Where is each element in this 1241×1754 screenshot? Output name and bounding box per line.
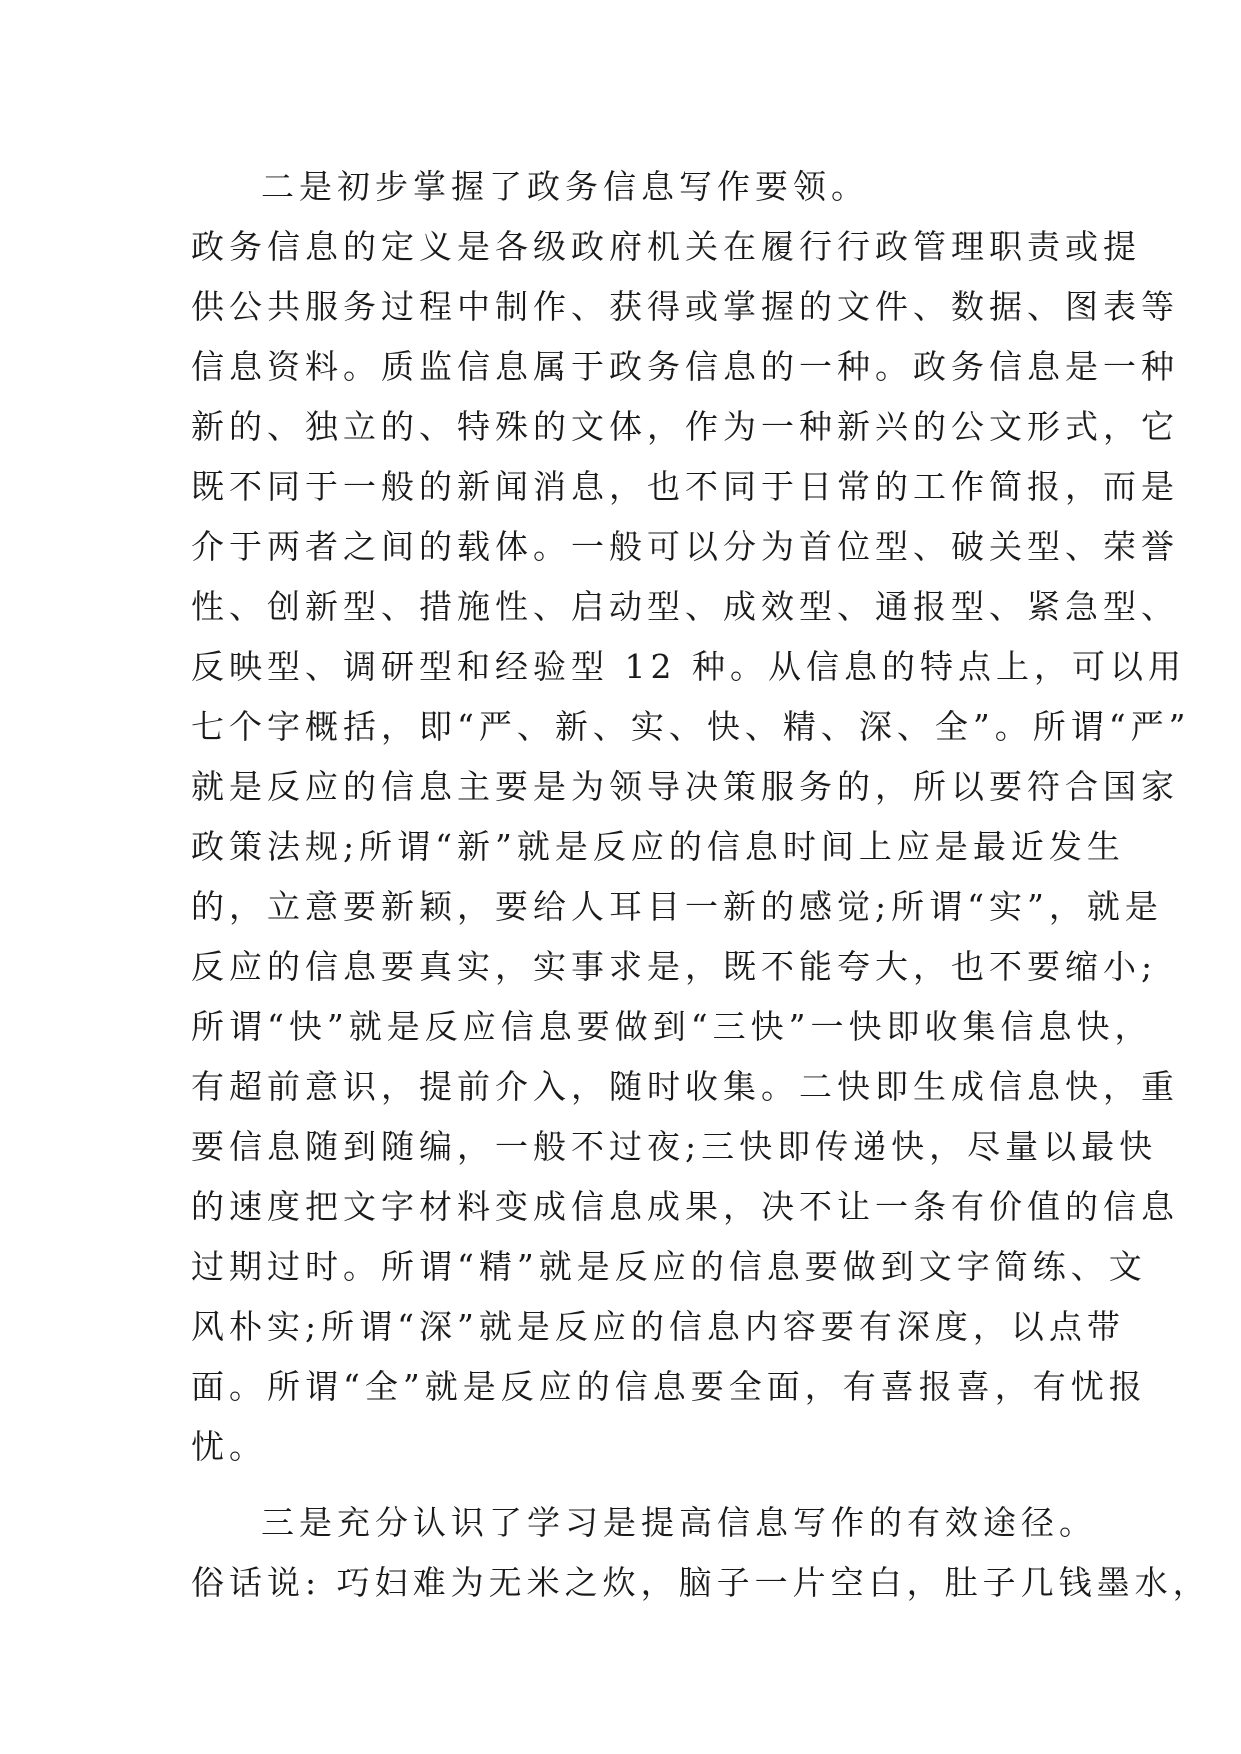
section-heading: 三是充分认识了学习是提高信息写作的有效途径。 [261,1503,1097,1542]
paragraph-line: 介于两者之间的载体。一般可以分为首位型、破关型、荣誉 [191,527,1179,566]
paragraph-line: 过期过时。所谓“精”就是反应的信息要做到文字简练、文 [191,1247,1147,1286]
paragraph-line: 性、创新型、措施性、启动型、成效型、通报型、紧急型、 [191,587,1179,626]
body-text [191,157,1211,1613]
paragraph-line: 新的、独立的、特殊的文体，作为一种新兴的公文形式，它 [191,407,1179,446]
section-heading: 二是初步掌握了政务信息写作要领。 [261,167,869,206]
paragraph-line: 忧。 [191,1427,267,1466]
paragraph-line: 反应的信息要真实，实事求是，既不能夸大，也不要缩小; [191,947,1158,986]
paragraph-line: 俗话说: 巧妇难为无米之炊，脑子一片空白，肚子几钱墨水， [191,1563,1211,1602]
paragraph-line: 要信息随到随编，一般不过夜;三快即传递快，尽量以最快 [191,1127,1158,1166]
paragraph-line: 供公共服务过程中制作、获得或掌握的文件、数据、图表等 [191,287,1179,326]
paragraph-line: 政策法规;所谓“新”就是反应的信息时间上应是最近发生 [191,827,1125,866]
paragraph-line: 七个字概括，即“严、新、实、快、精、深、全”。所谓“严” [191,707,1191,746]
paragraph-line: 反映型、调研型和经验型 12 种。从信息的特点上，可以用 [191,647,1186,686]
paragraph-line: 就是反应的信息主要是为领导决策服务的，所以要符合国家 [191,767,1179,806]
paragraph-line: 既不同于一般的新闻消息，也不同于日常的工作简报，而是 [191,467,1179,506]
paragraph-line: 的，立意要新颖，要给人耳目一新的感觉;所谓“实”，就是 [191,887,1163,926]
paragraph-line: 所谓“快”就是反应信息要做到“三快”一快即收集信息快， [191,1007,1153,1046]
paragraph-line: 面。所谓“全”就是反应的信息要全面，有喜报喜，有忧报 [191,1367,1147,1406]
paragraph-line: 信息资料。质监信息属于政务信息的一种。政务信息是一种 [191,347,1179,386]
paragraph-line: 有超前意识，提前介入，随时收集。二快即生成信息快，重 [191,1067,1179,1106]
paragraph-line: 政务信息的定义是各级政府机关在履行行政管理职责或提 [191,227,1141,266]
paragraph-line: 的速度把文字材料变成信息成果，决不让一条有价值的信息 [191,1187,1179,1226]
paragraph-line: 风朴实;所谓“深”就是反应的信息内容要有深度，以点带 [191,1307,1125,1346]
